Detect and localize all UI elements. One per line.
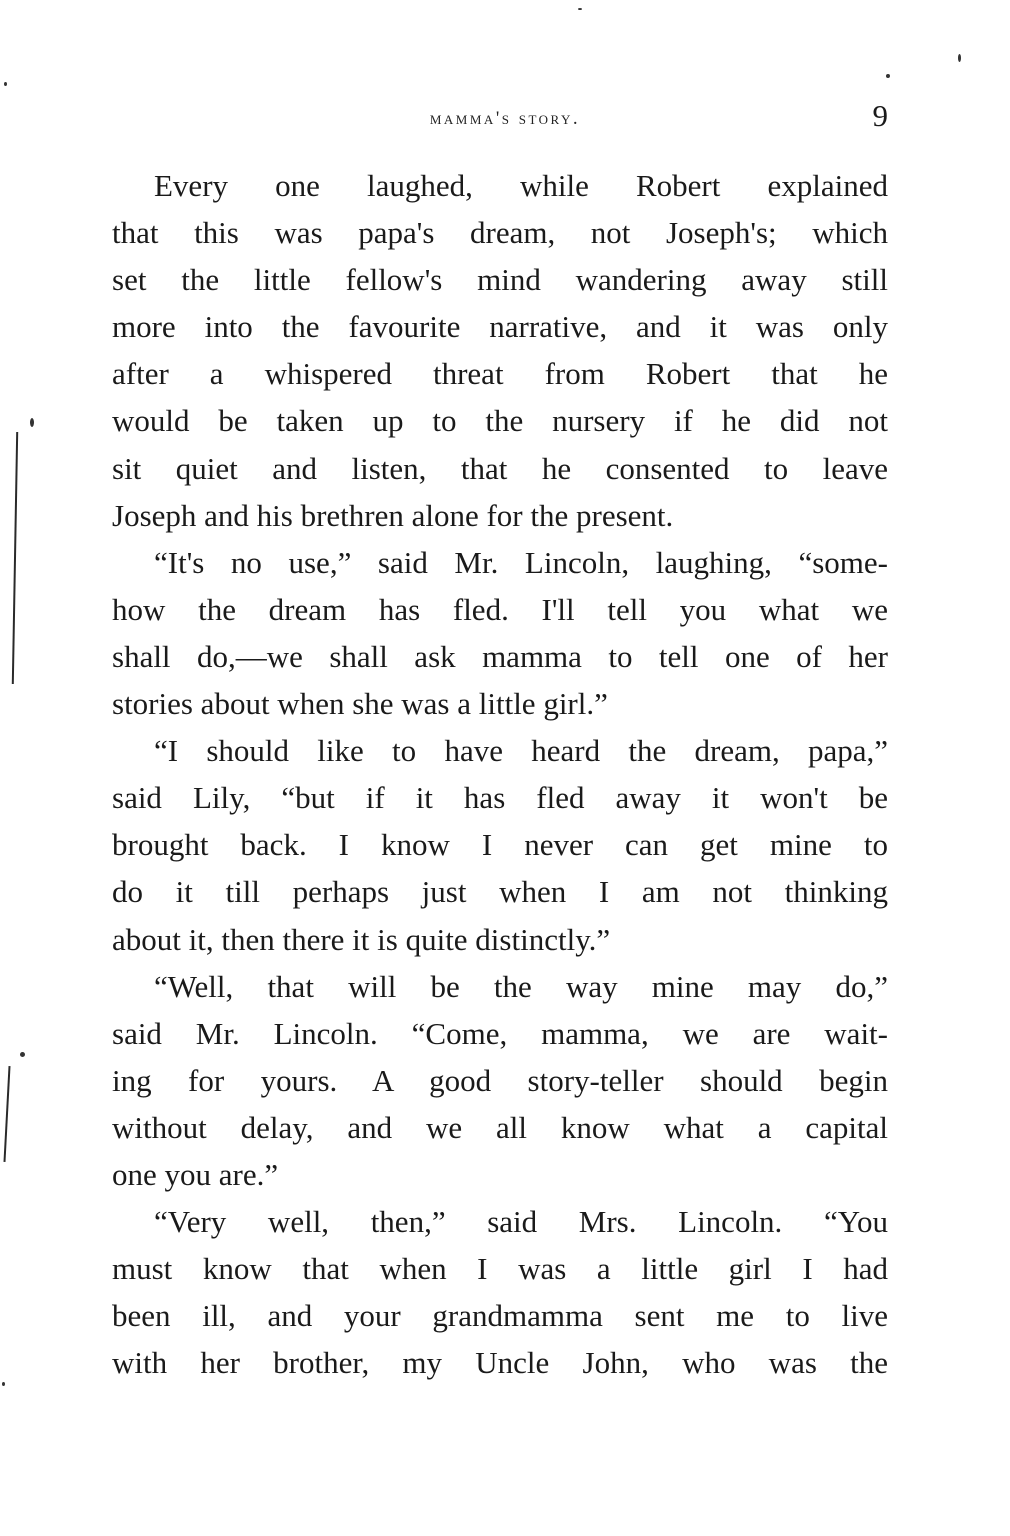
text-line: without delay, and we all know what a capital [112, 1109, 888, 1145]
scan-speck [20, 1052, 25, 1057]
scan-speck [4, 82, 7, 86]
text-line: “It's no use,” said Mr. Lincoln, laughing, “some- [154, 544, 888, 580]
text-line: stories about when she was a little girl.” [112, 686, 608, 722]
scan-speck [578, 8, 582, 10]
running-title [0, 108, 1010, 130]
margin-rule-lower [3, 1066, 10, 1162]
text-line: “Very well, then,” said Mrs. Lincoln. “You [154, 1204, 888, 1240]
text-line: set the little fellow's mind wandering away still [112, 262, 888, 298]
text-line: more into the favourite narrative, and it was only [112, 309, 888, 345]
text-line: how the dream has fled. I'll tell you what we [112, 591, 888, 627]
scan-speck [2, 1382, 5, 1386]
text-line: shall do,—we shall ask mamma to tell one of her [112, 638, 888, 674]
text-line: sit quiet and listen, that he consented to leave [112, 450, 888, 486]
running-head [0, 98, 1010, 138]
text-line: “Well, that will be the way mine may do,” [154, 968, 888, 1004]
text-line: would be taken up to the nursery if he did not [112, 403, 888, 439]
text-line: Every one laughed, while Robert explained [154, 168, 888, 203]
text-line: ing for yours. A good story-teller should begin [112, 1062, 888, 1098]
scan-speck [958, 54, 961, 62]
scan-speck [886, 74, 890, 78]
text-line: with her brother, my Uncle John, who was the [112, 1345, 888, 1381]
text-line: after a whispered threat from Robert that he [112, 356, 888, 392]
text-line: must know that when I was a little girl I had [112, 1251, 888, 1287]
text-line: said Mr. Lincoln. “Come, mamma, we are wait- [112, 1015, 888, 1051]
running-title-text: mamma's story. [429, 108, 581, 129]
text-line: do it till perhaps just when I am not thinking [112, 874, 888, 910]
text-line: Joseph and his brethren alone for the present. [112, 497, 674, 533]
text-line: been ill, and your grandmamma sent me to live [112, 1298, 888, 1334]
page-number: 9 [872, 98, 888, 133]
body-text [112, 162, 888, 1386]
text-line: said Lily, “but if it has fled away it won't be [112, 780, 888, 816]
margin-rule-upper [12, 432, 18, 684]
text-line: about it, then there it is quite distinctly.” [112, 921, 611, 957]
text-line: one you are.” [112, 1156, 279, 1192]
text-line: brought back. I know I never can get mine to [112, 827, 888, 863]
text-line: “I should like to have heard the dream, papa,” [154, 733, 888, 769]
scan-speck [30, 418, 34, 427]
text-line: that this was papa's dream, not Joseph's; which [112, 215, 888, 251]
